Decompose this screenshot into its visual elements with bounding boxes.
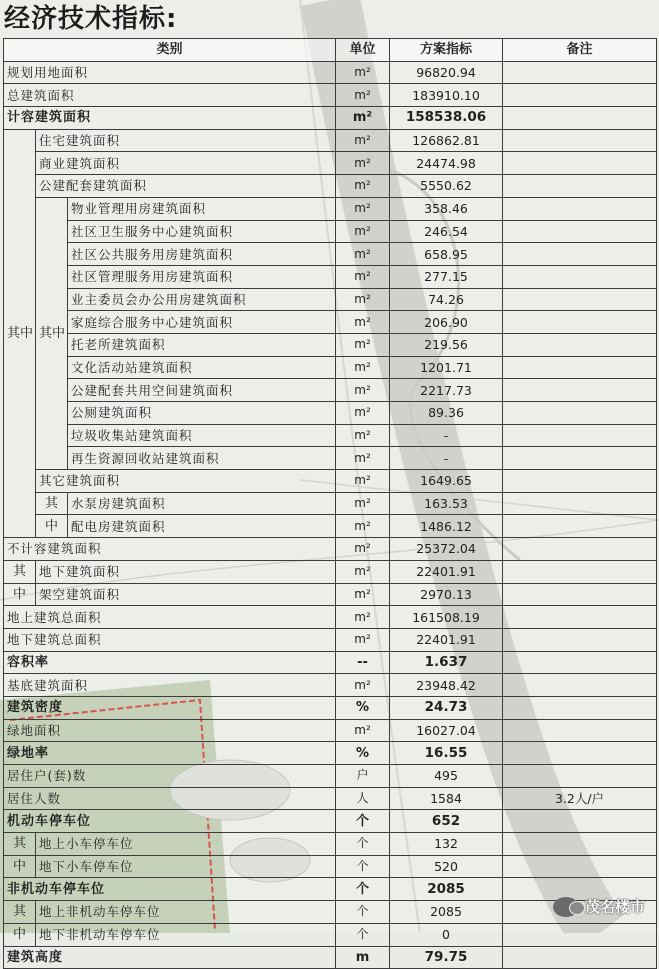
table-row	[4, 742, 657, 765]
row-note	[503, 379, 657, 402]
row-value: 16.55	[390, 742, 503, 765]
row-value: 1486.12	[390, 515, 503, 538]
watermark	[553, 896, 645, 917]
row-value: 520	[390, 855, 503, 878]
table-row	[4, 197, 657, 220]
row-unit: m²	[336, 243, 390, 266]
row-unit: m²	[336, 356, 390, 379]
row-label: 地下建筑面积	[36, 560, 336, 583]
row-label: 总建筑面积	[4, 84, 336, 107]
row-note	[503, 810, 657, 833]
row-unit: 个	[336, 810, 390, 833]
group-label-qizhong: 其中	[4, 129, 36, 537]
row-note	[503, 560, 657, 583]
row-value: 277.15	[390, 265, 503, 288]
table-row	[4, 719, 657, 742]
row-value: 96820.94	[390, 61, 503, 84]
row-value: 2085	[390, 901, 503, 924]
row-value: 219.56	[390, 333, 503, 356]
table-row	[4, 447, 657, 470]
page-title: 经济技术指标:	[4, 4, 178, 34]
row-unit: m²	[336, 560, 390, 583]
row-note	[503, 265, 657, 288]
row-note	[503, 515, 657, 538]
row-note	[503, 719, 657, 742]
row-label: 机动车停车位	[4, 810, 336, 833]
table-row	[4, 220, 657, 243]
table-row	[4, 288, 657, 311]
row-note	[503, 402, 657, 425]
row-note	[503, 583, 657, 606]
table-row	[4, 311, 657, 334]
row-note	[503, 356, 657, 379]
row-value: 1584	[390, 787, 503, 810]
table-row	[4, 402, 657, 425]
row-value: 246.54	[390, 220, 503, 243]
row-unit: m²	[336, 107, 390, 130]
table-row	[4, 651, 657, 674]
table-row	[4, 946, 657, 969]
row-label: 其它建筑面积	[36, 470, 336, 493]
table-row	[4, 243, 657, 266]
table-row	[4, 583, 657, 606]
subgroup-label-qi: 其	[36, 492, 68, 515]
table-row	[4, 84, 657, 107]
row-unit: 个	[336, 878, 390, 901]
row-unit: %	[336, 696, 390, 719]
group-label-qi: 其	[4, 833, 36, 856]
row-label: 绿地率	[4, 742, 336, 765]
row-unit: m²	[336, 175, 390, 198]
row-unit: 个	[336, 923, 390, 946]
row-note	[503, 152, 657, 175]
row-unit: m	[336, 946, 390, 969]
row-label: 居住户(套)数	[4, 765, 336, 788]
row-label: 地上建筑总面积	[4, 606, 336, 629]
table-row	[4, 833, 657, 856]
row-note: 3.2人/户	[503, 787, 657, 810]
table-row	[4, 538, 657, 561]
row-value: 163.53	[390, 492, 503, 515]
row-label: 计容建筑面积	[4, 107, 336, 130]
row-note	[503, 84, 657, 107]
row-label: 绿地面积	[4, 719, 336, 742]
row-note	[503, 175, 657, 198]
header-note: 备注	[503, 39, 657, 62]
row-note	[503, 855, 657, 878]
row-unit: m²	[336, 152, 390, 175]
table-row	[4, 923, 657, 946]
row-label: 不计容建筑面积	[4, 538, 336, 561]
row-value: 1201.71	[390, 356, 503, 379]
row-label: 非机动车停车位	[4, 878, 336, 901]
row-label: 家庭综合服务中心建筑面积	[68, 311, 336, 334]
row-label: 地下建筑总面积	[4, 628, 336, 651]
row-value: 161508.19	[390, 606, 503, 629]
row-label: 公厕建筑面积	[68, 402, 336, 425]
row-label: 地下非机动车停车位	[36, 923, 336, 946]
row-note	[503, 946, 657, 969]
row-value: 183910.10	[390, 84, 503, 107]
row-value: 89.36	[390, 402, 503, 425]
row-unit: m²	[336, 515, 390, 538]
table-row	[4, 107, 657, 130]
row-unit: m²	[336, 402, 390, 425]
table-row	[4, 560, 657, 583]
row-value: 79.75	[390, 946, 503, 969]
row-value: 2085	[390, 878, 503, 901]
row-value: -	[390, 424, 503, 447]
row-unit: m²	[336, 288, 390, 311]
row-note	[503, 923, 657, 946]
row-value: 206.90	[390, 311, 503, 334]
row-note	[503, 674, 657, 697]
row-value: 22401.91	[390, 560, 503, 583]
table-row	[4, 61, 657, 84]
row-unit: m²	[336, 606, 390, 629]
row-unit: m²	[336, 311, 390, 334]
row-label: 社区管理服务用房建筑面积	[68, 265, 336, 288]
table-row	[4, 674, 657, 697]
row-note	[503, 447, 657, 470]
row-label: 建筑密度	[4, 696, 336, 719]
row-unit: m²	[336, 538, 390, 561]
row-label: 物业管理用房建筑面积	[68, 197, 336, 220]
row-unit: m²	[336, 220, 390, 243]
table-row	[4, 129, 657, 152]
row-label: 业主委员会办公用房建筑面积	[68, 288, 336, 311]
row-note	[503, 651, 657, 674]
subgroup-label-qizhong: 其中	[36, 197, 68, 469]
row-label: 配电房建筑面积	[68, 515, 336, 538]
row-unit: 人	[336, 787, 390, 810]
row-unit: m²	[336, 379, 390, 402]
row-value: 0	[390, 923, 503, 946]
table-row	[4, 696, 657, 719]
row-note	[503, 833, 657, 856]
row-value: 358.46	[390, 197, 503, 220]
table-row	[4, 810, 657, 833]
row-label: 规划用地面积	[4, 61, 336, 84]
row-value: 23948.42	[390, 674, 503, 697]
row-unit: m²	[336, 674, 390, 697]
row-label: 社区卫生服务中心建筑面积	[68, 220, 336, 243]
row-unit: %	[336, 742, 390, 765]
group-label-qi: 其	[4, 560, 36, 583]
row-label: 地上非机动车停车位	[36, 901, 336, 924]
table-row	[4, 333, 657, 356]
row-label: 社区公共服务用房建筑面积	[68, 243, 336, 266]
row-note	[503, 742, 657, 765]
table-row	[4, 628, 657, 651]
row-unit: m²	[336, 84, 390, 107]
row-value: 158538.06	[390, 107, 503, 130]
row-label: 水泵房建筑面积	[68, 492, 336, 515]
header-value: 方案指标	[390, 39, 503, 62]
row-value: 658.95	[390, 243, 503, 266]
row-label: 基底建筑面积	[4, 674, 336, 697]
table-row	[4, 356, 657, 379]
row-note	[503, 197, 657, 220]
row-note	[503, 765, 657, 788]
table-row	[4, 152, 657, 175]
header-unit: 单位	[336, 39, 390, 62]
subgroup-label-zhong: 中	[36, 515, 68, 538]
row-label: 架空建筑面积	[36, 583, 336, 606]
row-label: 住宅建筑面积	[36, 129, 336, 152]
group-label-zhong: 中	[4, 583, 36, 606]
row-note	[503, 538, 657, 561]
row-note	[503, 61, 657, 84]
row-label: 垃圾收集站建筑面积	[68, 424, 336, 447]
row-note	[503, 606, 657, 629]
row-label: 公建配套建筑面积	[36, 175, 336, 198]
table-row	[4, 765, 657, 788]
row-value: 2217.73	[390, 379, 503, 402]
row-note	[503, 492, 657, 515]
row-value: 1.637	[390, 651, 503, 674]
row-value: 495	[390, 765, 503, 788]
row-note	[503, 107, 657, 130]
table-row	[4, 855, 657, 878]
row-value: 1649.65	[390, 470, 503, 493]
row-note	[503, 288, 657, 311]
row-value: 24474.98	[390, 152, 503, 175]
row-unit: m²	[336, 333, 390, 356]
row-value: 24.73	[390, 696, 503, 719]
row-unit: m²	[336, 265, 390, 288]
row-value: 652	[390, 810, 503, 833]
row-note	[503, 333, 657, 356]
row-value: 132	[390, 833, 503, 856]
row-unit: 户	[336, 765, 390, 788]
row-note	[503, 243, 657, 266]
row-unit: m²	[336, 447, 390, 470]
row-unit: m²	[336, 628, 390, 651]
row-unit: m²	[336, 470, 390, 493]
row-unit: m²	[336, 424, 390, 447]
row-value: 22401.91	[390, 628, 503, 651]
table-header-row	[4, 39, 657, 62]
row-label: 再生资源回收站建筑面积	[68, 447, 336, 470]
row-note	[503, 220, 657, 243]
row-value: 16027.04	[390, 719, 503, 742]
row-value: 5550.62	[390, 175, 503, 198]
group-label-zhong: 中	[4, 855, 36, 878]
row-note	[503, 696, 657, 719]
row-unit: m²	[336, 129, 390, 152]
group-label-qi: 其	[4, 901, 36, 924]
row-value: -	[390, 447, 503, 470]
group-label-zhong: 中	[4, 923, 36, 946]
row-value: 74.26	[390, 288, 503, 311]
row-label: 容积率	[4, 651, 336, 674]
economic-indicators-table	[3, 38, 657, 969]
table-row	[4, 787, 657, 810]
row-label: 建筑高度	[4, 946, 336, 969]
row-unit: m²	[336, 719, 390, 742]
row-value: 126862.81	[390, 129, 503, 152]
row-label: 居住人数	[4, 787, 336, 810]
wechat-logo-icon	[553, 897, 579, 917]
row-note	[503, 311, 657, 334]
row-unit: 个	[336, 833, 390, 856]
row-label: 地上小车停车位	[36, 833, 336, 856]
row-label: 文化活动站建筑面积	[68, 356, 336, 379]
row-note	[503, 424, 657, 447]
table-row	[4, 265, 657, 288]
row-unit: --	[336, 651, 390, 674]
row-note	[503, 129, 657, 152]
row-label: 公建配套共用空间建筑面积	[68, 379, 336, 402]
row-label: 托老所建筑面积	[68, 333, 336, 356]
row-unit: m²	[336, 583, 390, 606]
watermark-text: 茂名楼市	[584, 898, 645, 916]
row-value: 25372.04	[390, 538, 503, 561]
row-label: 地下小车停车位	[36, 855, 336, 878]
row-value: 2970.13	[390, 583, 503, 606]
header-category: 类别	[4, 39, 336, 62]
table-row	[4, 424, 657, 447]
table-row	[4, 379, 657, 402]
row-unit: m²	[336, 61, 390, 84]
table-row	[4, 606, 657, 629]
row-unit: 个	[336, 901, 390, 924]
table-row	[4, 470, 657, 493]
row-unit: m²	[336, 197, 390, 220]
row-note	[503, 470, 657, 493]
table-row	[4, 492, 657, 515]
row-unit: m²	[336, 492, 390, 515]
row-note	[503, 628, 657, 651]
row-unit: 个	[336, 855, 390, 878]
table-row	[4, 515, 657, 538]
row-label: 商业建筑面积	[36, 152, 336, 175]
table-row	[4, 175, 657, 198]
